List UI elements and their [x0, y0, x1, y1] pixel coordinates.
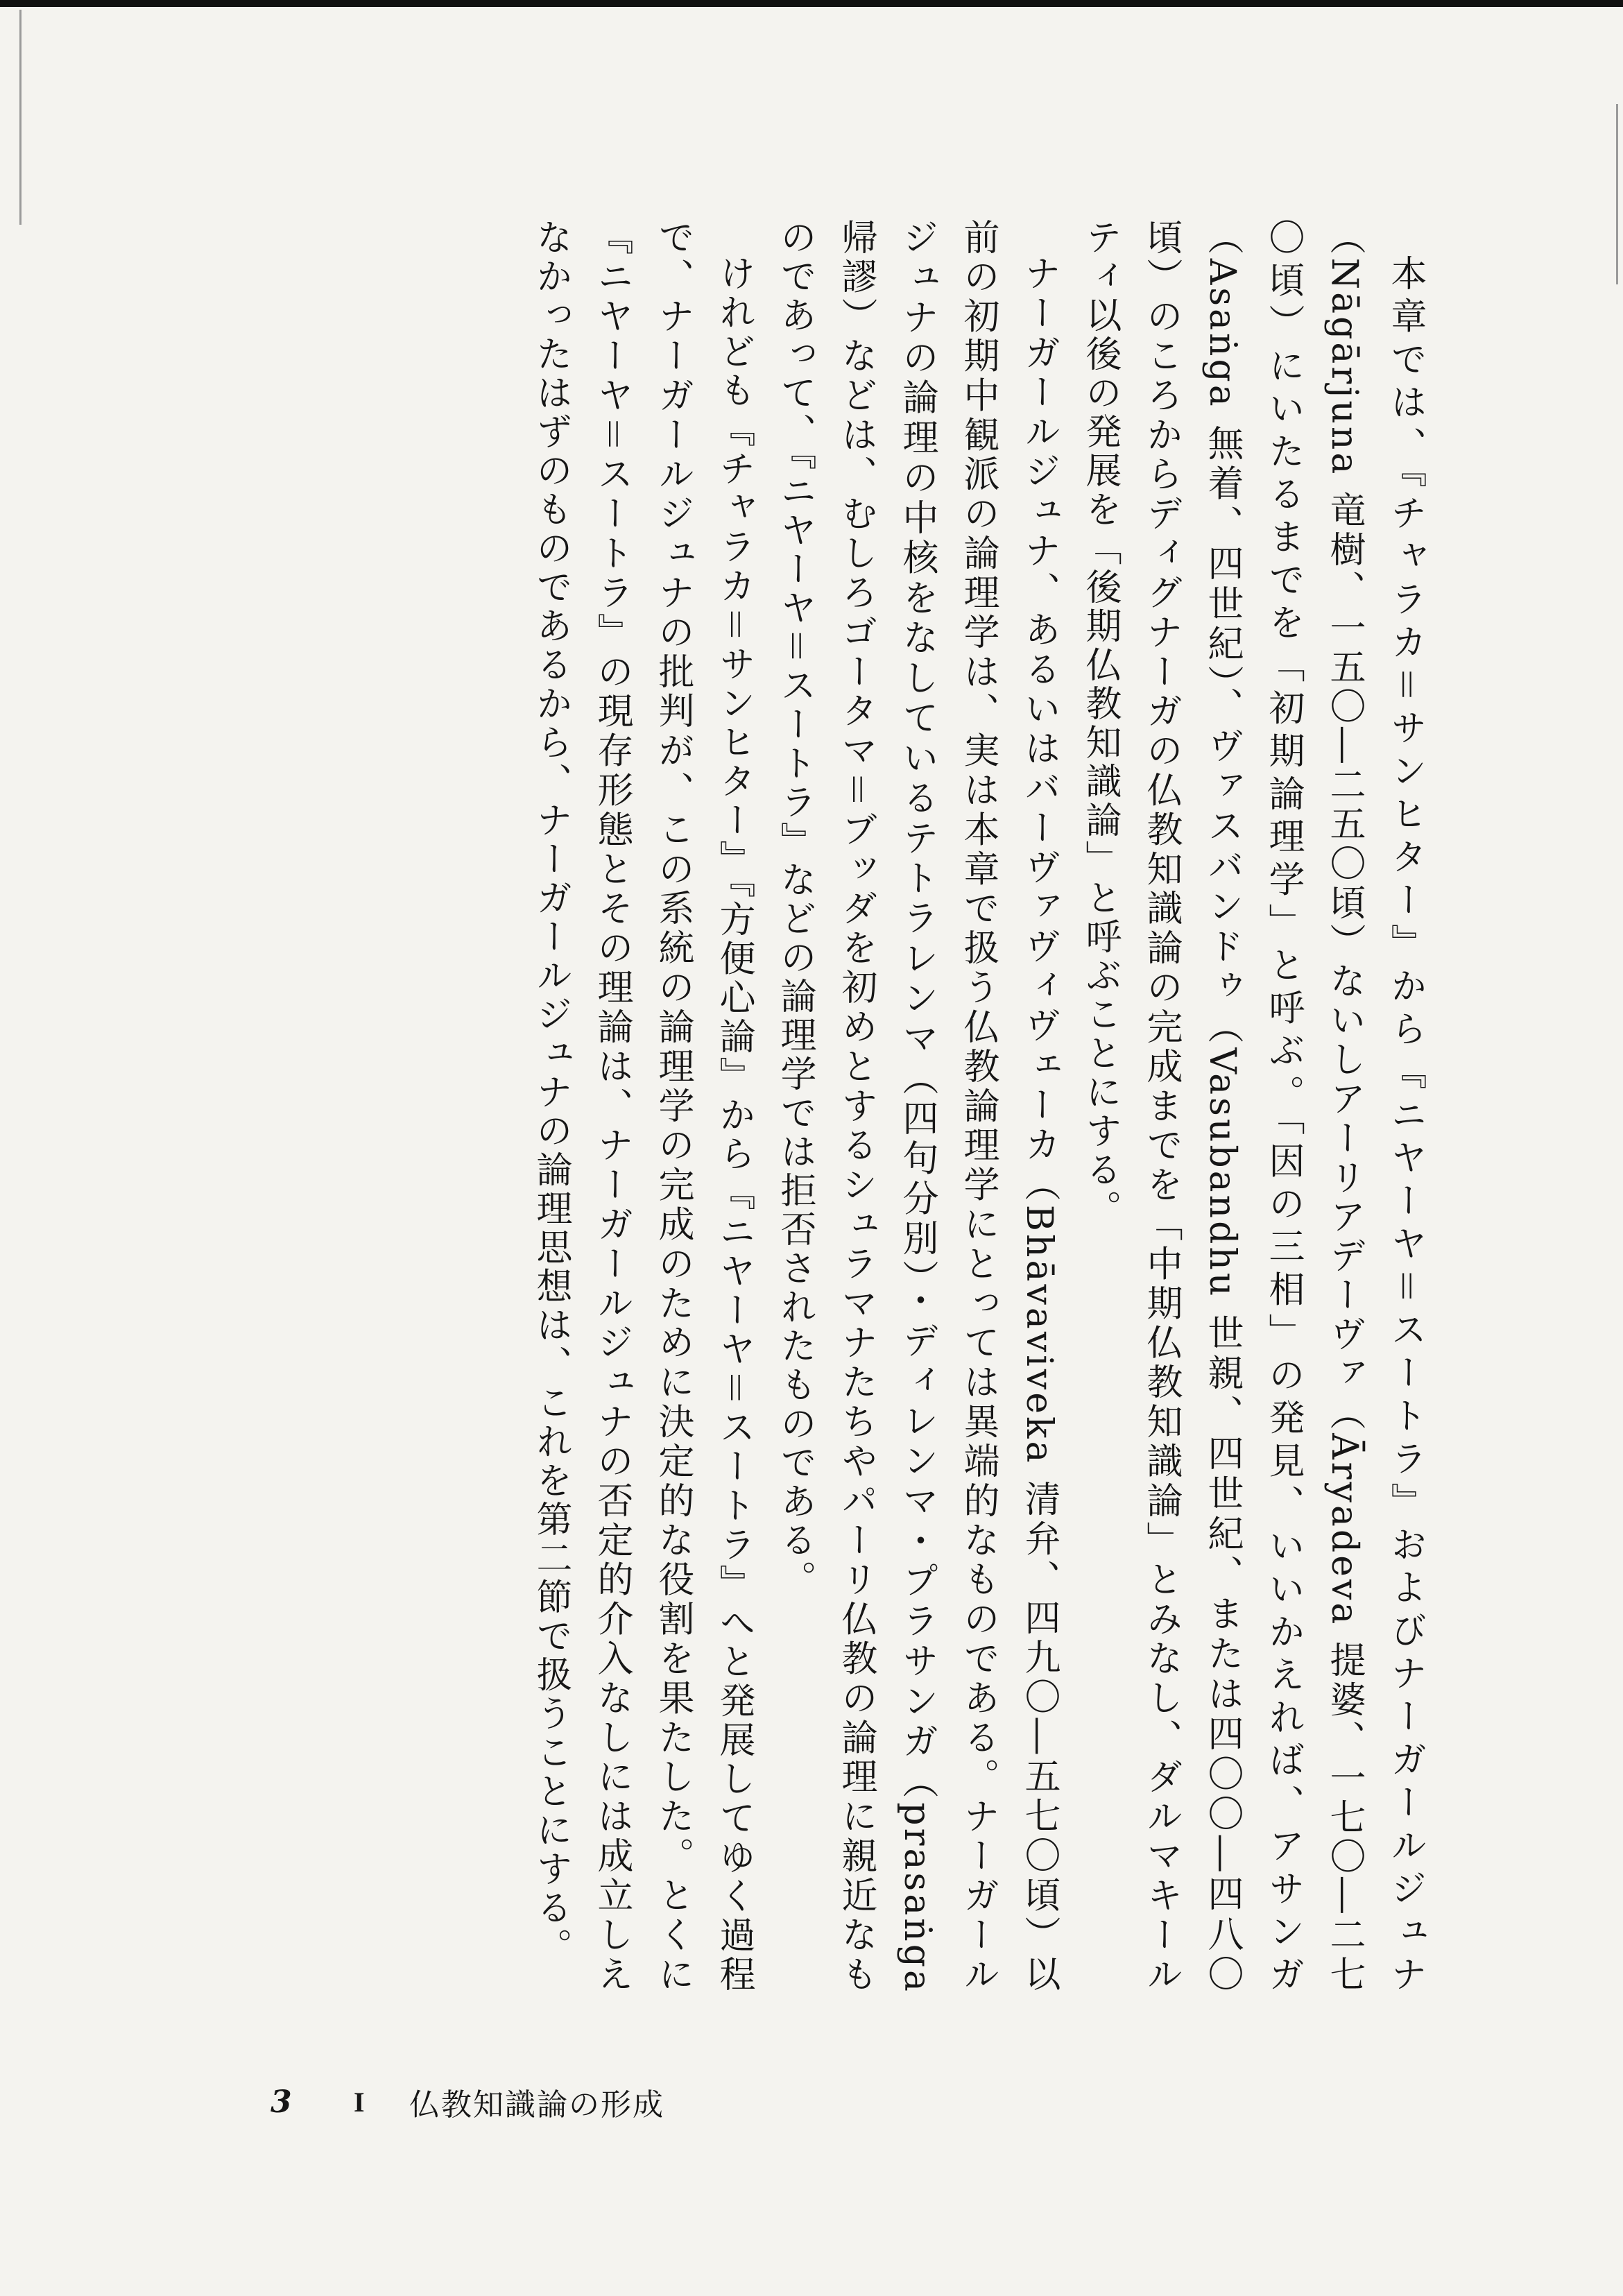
paragraph-2: ナーガールジュナ、あるいはバーヴァヴィヴェーカ（Bhāvaviveka 清弁、四九〇―五七〇頃）以前の初期中観派の論理学は、実は本章で扱う仏教論理学にとっては異端的なものである。ナーガールジュナの論理の中核をなしているテトラレンマ（四句分別）・ディレンマ・プラサンガ（prasaṅga 帰謬）などは、むしろゴータマ＝ブッダを初めとするシュラマナたちやパーリ仏教の論理に親近なものであって、『ニヤーヤ＝スートラ』などの論理学では拒否されたものである。 — [774, 219, 1060, 1994]
scan-edge-right — [1616, 104, 1618, 284]
page-top-edge — [0, 0, 1623, 7]
paragraph-1: 本章では、『チャラカ＝サンヒター』から『ニヤーヤ＝スートラ』およびナーガールジュナ（Nāgārjuna 竜樹、一五〇―二五〇頃）ないしアーリアデーヴァ（Āryadeva 提婆、一七〇―二七〇頃）にいたるまでを「初期論理学」と呼ぶ。「因の三相」の発見、いいかえれば、アサンガ（Asaṅga 無着、四世紀）、ヴァスバンドゥ（Vasubandhu 世親、四世紀、または四〇〇―四八〇頃）のころからディグナーガの仏教知識論の完成までを「中期仏教知識論」とみなし、ダルマキールティ以後の発展を「後期仏教知識論」と呼ぶことにする。 — [1079, 219, 1426, 1995]
body-text — [513, 219, 1436, 1994]
paragraph-3: けれども『チャラカ＝サンヒター』『方便心論』から『ニヤーヤ＝スートラ』へと発展してゆく過程で、ナーガールジュナの批判が、この系統の論理学の完成のために決定的な役割を果たした。とくに『ニヤーヤ＝スートラ』の現存形態とその理論は、ナーガールジュナの否定的介入なしには成立しえなかったはずのものであるから、ナーガールジュナの論理思想は、これを第二節で扱うことにする。 — [530, 219, 755, 1995]
page-footer — [270, 2081, 664, 2123]
page-number: 3 — [270, 2084, 292, 2120]
chapter-numeral: I — [354, 2086, 365, 2118]
running-title: 仏教知識論の形成 — [409, 2087, 664, 2123]
scan-edge-left — [19, 10, 22, 225]
